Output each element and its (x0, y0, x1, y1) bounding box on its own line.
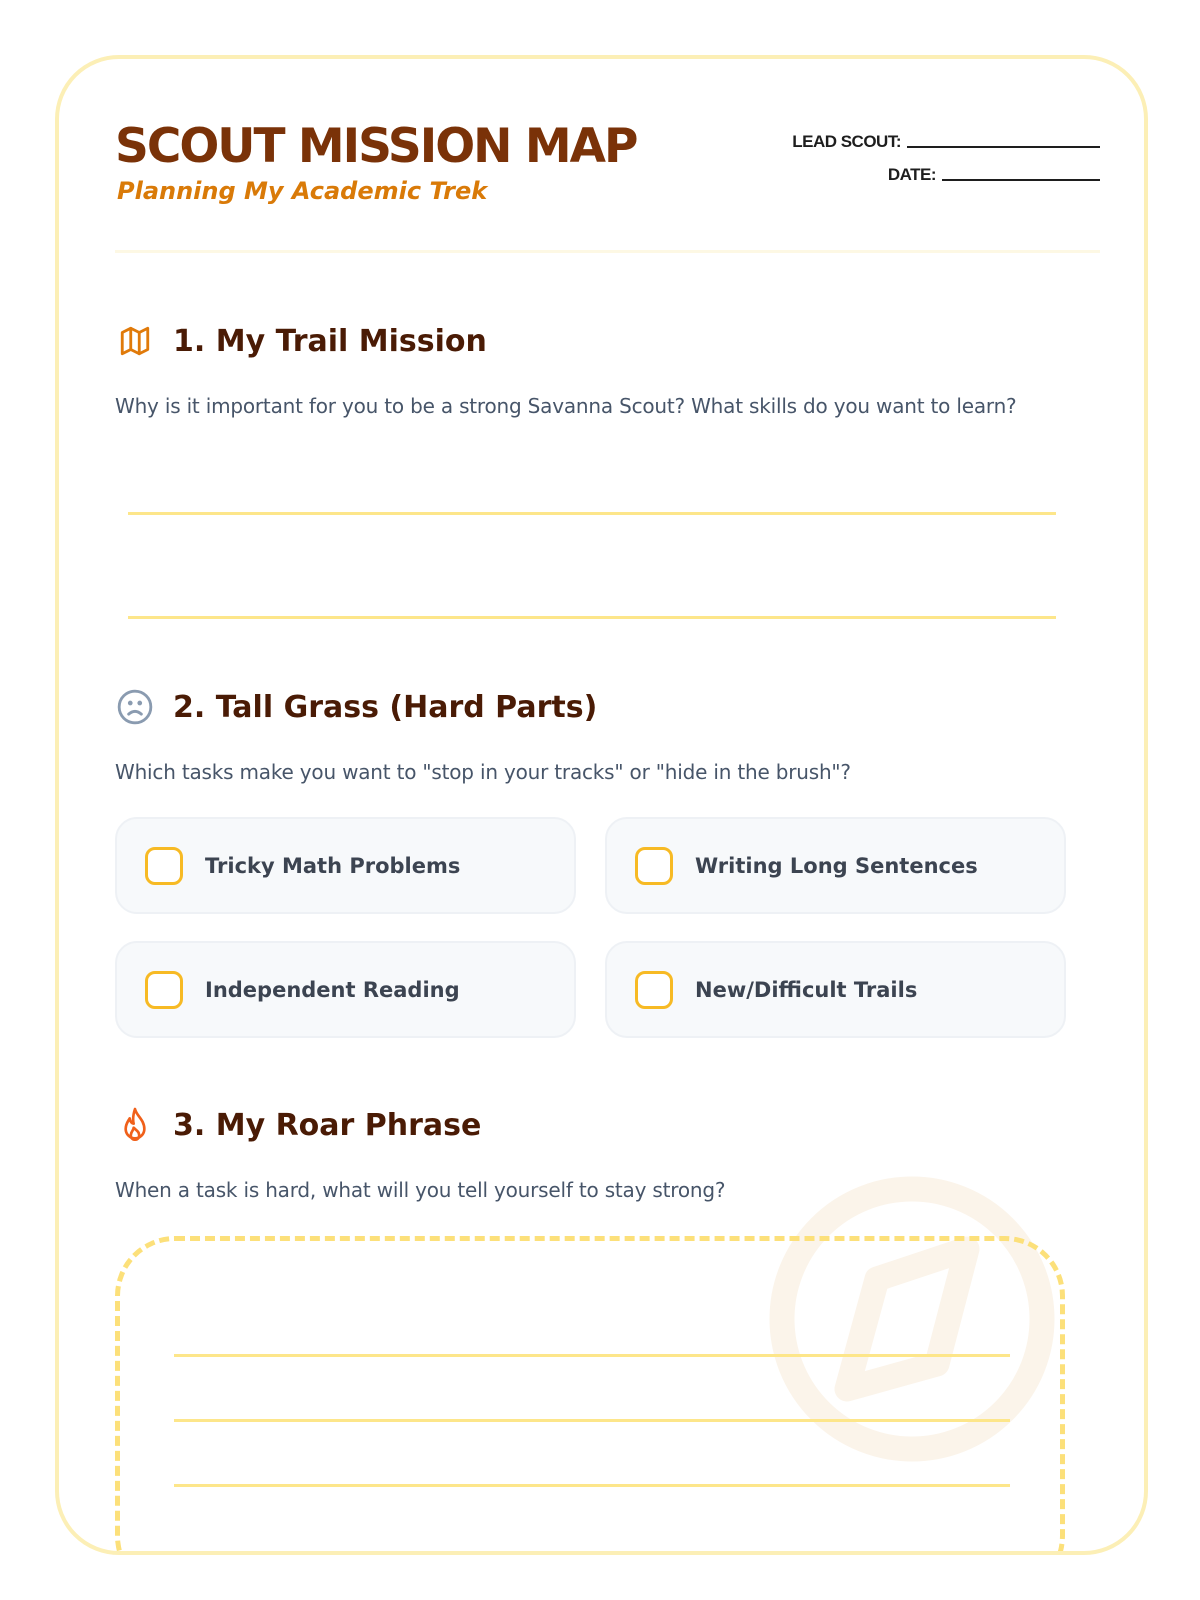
checkbox[interactable] (635, 971, 673, 1009)
section-title: 3. My Roar Phrase (173, 1107, 482, 1143)
choice-label: Tricky Math Problems (205, 853, 461, 878)
choice-difficult-trails[interactable] (605, 941, 1066, 1038)
section-prompt: When a task is hard, what will you tell yourself to stay strong? (115, 1178, 726, 1202)
section-trail-mission (115, 321, 487, 361)
answer-line[interactable] (128, 616, 1056, 619)
date-field[interactable] (792, 152, 1100, 185)
section-prompt: Why is it important for you to be a strong Savanna Scout? What skills do you want to learn? (115, 394, 1017, 418)
section-roar-phrase (115, 1105, 481, 1145)
date-blank[interactable] (942, 179, 1100, 181)
answer-line[interactable] (174, 1484, 1010, 1487)
lead-scout-blank[interactable] (907, 146, 1100, 148)
answer-line[interactable] (174, 1354, 1010, 1357)
choice-tricky-math[interactable] (115, 817, 576, 914)
choice-label: Independent Reading (205, 977, 460, 1002)
choice-label: New/Difficult Trails (695, 977, 918, 1002)
worksheet-header (115, 119, 1100, 239)
lead-scout-label: LEAD SCOUT: (792, 132, 901, 151)
section-title: 1. My Trail Mission (173, 323, 487, 359)
page-title: SCOUT MISSION MAP (115, 119, 637, 174)
answer-line[interactable] (174, 1419, 1010, 1422)
checkbox[interactable] (635, 847, 673, 885)
header-divider (115, 250, 1100, 253)
map-icon (115, 321, 155, 361)
checkbox[interactable] (145, 971, 183, 1009)
choice-label: Writing Long Sentences (695, 853, 978, 878)
worksheet-card (55, 55, 1148, 1555)
section-prompt: Which tasks make you want to "stop in your tracks" or "hide in the brush"? (115, 760, 851, 784)
frown-icon (115, 687, 155, 727)
flame-icon (115, 1105, 155, 1145)
page-subtitle: Planning My Academic Trek (117, 177, 488, 205)
checkbox[interactable] (145, 847, 183, 885)
roar-phrase-box[interactable] (115, 1236, 1065, 1555)
lead-scout-field[interactable] (792, 119, 1100, 152)
date-label: DATE: (887, 165, 936, 184)
meta-fields (792, 119, 1100, 185)
section-title: 2. Tall Grass (Hard Parts) (173, 689, 598, 725)
choice-writing-sentences[interactable] (605, 817, 1066, 914)
choice-independent-reading[interactable] (115, 941, 576, 1038)
section-tall-grass (115, 687, 597, 727)
answer-line[interactable] (128, 512, 1056, 515)
